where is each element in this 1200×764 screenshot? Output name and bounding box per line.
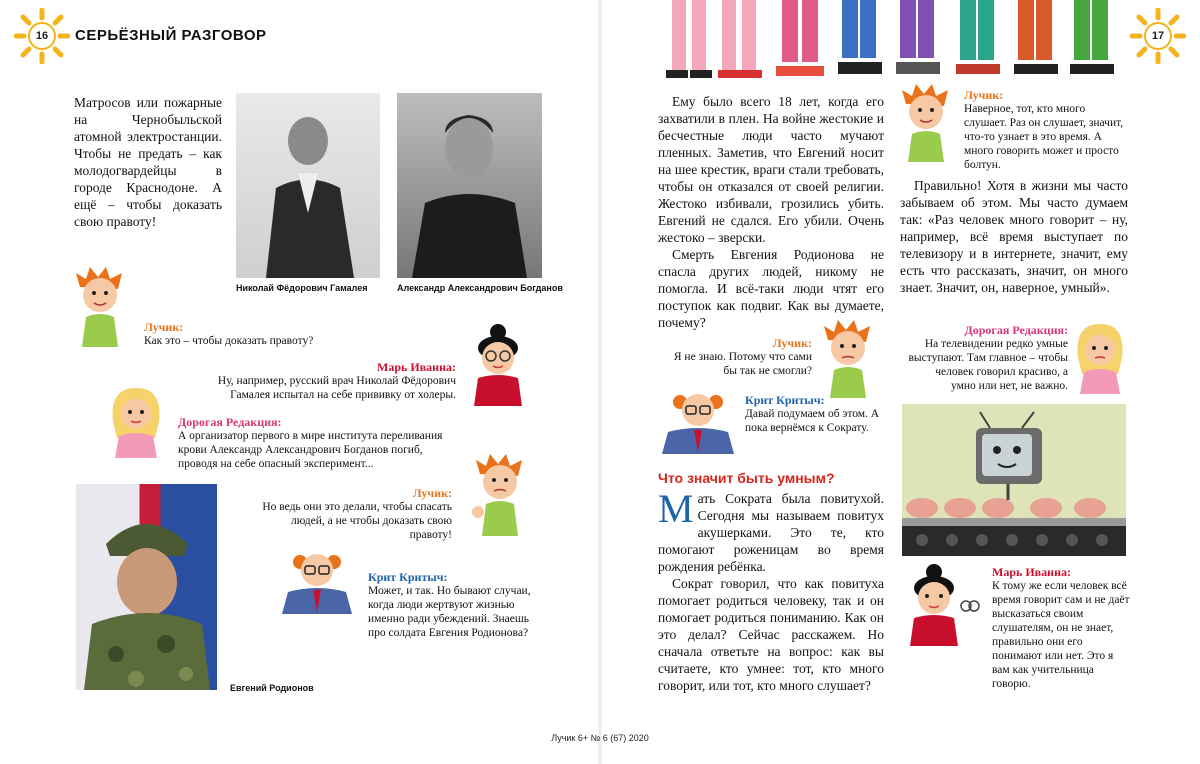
dialog-luchik-3 <box>664 336 812 378</box>
speech-text: Но ведь они это делали, чтобы спасать людей, а не чтобы доказать свою правоту! <box>262 501 452 541</box>
paragraph: Правильно! Хотя в жизни мы часто забываем об этом. Мы часто думаем так: «Раз человек много говорит – ну, например, всё время выступает по телевизору и в интернете, значит, ему есть что рассказать, значит, он много знает. Значит, он, наверное, умный». <box>900 178 1128 295</box>
paragraph: ать Сократа была повитухой. Сегодня мы называем повитух акушерками. Это те, кто помогают роженицам во время рождения ребёнка. <box>658 491 884 574</box>
dialog-redakciya-2 <box>908 323 1068 393</box>
section-title: СЕРЬЁЗНЫЙ РАЗГОВОР <box>75 27 267 44</box>
speech-text: На телевидении редко умные выступают. Там главное – чтобы человек говорил красиво, а умно или нет, не важно. <box>908 338 1068 392</box>
speech-text: Наверное, тот, кто много слушает. Раз он слушает, значит, что-то узнает в это время. А много говорить может и просто болтун. <box>964 103 1124 171</box>
speaker-label: Дорогая Редакция: <box>964 323 1068 337</box>
photo-gamaleya <box>236 93 380 278</box>
luchik-character <box>470 452 532 536</box>
redakciya-character <box>105 382 167 458</box>
luchik-character <box>72 265 130 347</box>
speaker-label: Марь Иванна: <box>377 360 456 374</box>
photo2-caption: Александр Александрович Богданов <box>397 283 563 293</box>
column-1-bottom <box>658 486 884 694</box>
dialog-luchik-1 <box>144 320 344 348</box>
photo-rodionov <box>76 484 217 690</box>
photo3-caption: Евгений Родионов <box>230 683 314 693</box>
luchik-character <box>818 318 882 398</box>
dialog-mari-2 <box>992 565 1130 691</box>
paragraph: Смерть Евгения Родионова не спасла других людей, никому не помогла. И всё-таки люди чтят его поступок как подвиг. Как вы думаете, почему? <box>658 247 884 330</box>
speaker-label: Дорогая Редакция: <box>178 415 282 429</box>
footer: Лучик 6+ № 6 (67) 2020 <box>551 733 649 743</box>
column-1-top <box>658 93 884 331</box>
speaker-label: Лучик: <box>144 320 184 334</box>
speaker-label: Крит Критыч: <box>745 393 825 407</box>
speech-text: Давай подумаем об этом. А пока вернёмся к Сократу. <box>745 408 880 434</box>
dialog-krit-1 <box>368 570 548 640</box>
luchik-character <box>900 82 954 162</box>
dialog-luchik-4 <box>964 88 1130 172</box>
speech-text: Я не знаю. Потому что сами бы так не смогли? <box>673 351 812 377</box>
speech-text: Ну, например, русский врач Николай Фёдорович Гамалея испытал на себе прививку от холеры. <box>217 375 456 401</box>
dialog-redakciya-1 <box>178 415 460 471</box>
mari-ivanna-character <box>466 322 530 406</box>
speech-text: Как это – чтобы доказать правоту? <box>144 335 314 347</box>
dialog-luchik-2 <box>254 486 452 542</box>
dialog-krit-2 <box>745 393 883 435</box>
dropcap: М <box>658 486 694 531</box>
krit-kritych-character <box>278 546 356 614</box>
paragraph: Ему было всего 18 лет, когда его захватили в плен. На войне жестокие и бесчестные люди часто мучают пленных. Заметив, что Евгений носит на шее крестик, враги стали требовать, чтобы он отказался от своей религии. Жестоко избивали, грозились убить. Евгений не сдался. Его убили. Очень жестоко – зверски. <box>658 94 884 245</box>
speaker-label: Крит Критыч: <box>368 570 448 584</box>
legs-illustration <box>662 0 1130 82</box>
subheading: Что значит быть умным? <box>658 470 835 486</box>
paragraph: Сократ говорил, что как повитуха помогает родиться человеку, так и он помогает родиться пониманию. Как он это делал? Сейчас расскажем. Но сначала ответьте на вопрос: как вы считаете, кто умнее: тот, кто много говорит, или тот, кто много слушает? <box>658 576 884 693</box>
krit-kritych-character <box>658 386 738 454</box>
page-number: 17 <box>1144 22 1172 50</box>
speech-text: К тому же если человек всё время говорит сам и не даёт высказаться своим слушателям, он не знает, правильно они его понимают или нет. Это я вам как учительница говорю. <box>992 580 1130 690</box>
photo-bogdanov <box>397 93 542 278</box>
tv-illustration <box>902 404 1126 556</box>
speaker-label: Лучик: <box>772 336 812 350</box>
redakciya-character <box>1070 318 1130 394</box>
speech-text: А организатор первого в мире института переливания крови Александр Александрович Богданов погиб, проводя на себе опасный эксперимент... <box>178 430 443 470</box>
speaker-label: Лучик: <box>412 486 452 500</box>
speech-text: Может, и так. Но бывают случаи, когда люди жертвуют жизнью именно ради убеждений. Знаешь про солдата Евгения Родионова? <box>368 585 531 639</box>
mari-ivanna-character <box>900 562 980 646</box>
intro-paragraph: Матросов или пожарные на Чернобыльской атомной электростанции. Чтобы не предать – как молодогвардейцы в городе Краснодоне. А ещё – чтобы доказать свою правоту! <box>74 95 222 229</box>
right-page <box>600 0 1200 764</box>
dialog-mari-1 <box>200 360 456 402</box>
speaker-label: Марь Иванна: <box>992 565 1071 579</box>
speaker-label: Лучик: <box>964 88 1004 102</box>
photo1-caption: Николай Фёдорович Гамалея <box>236 283 368 293</box>
page-number: 16 <box>28 22 56 50</box>
